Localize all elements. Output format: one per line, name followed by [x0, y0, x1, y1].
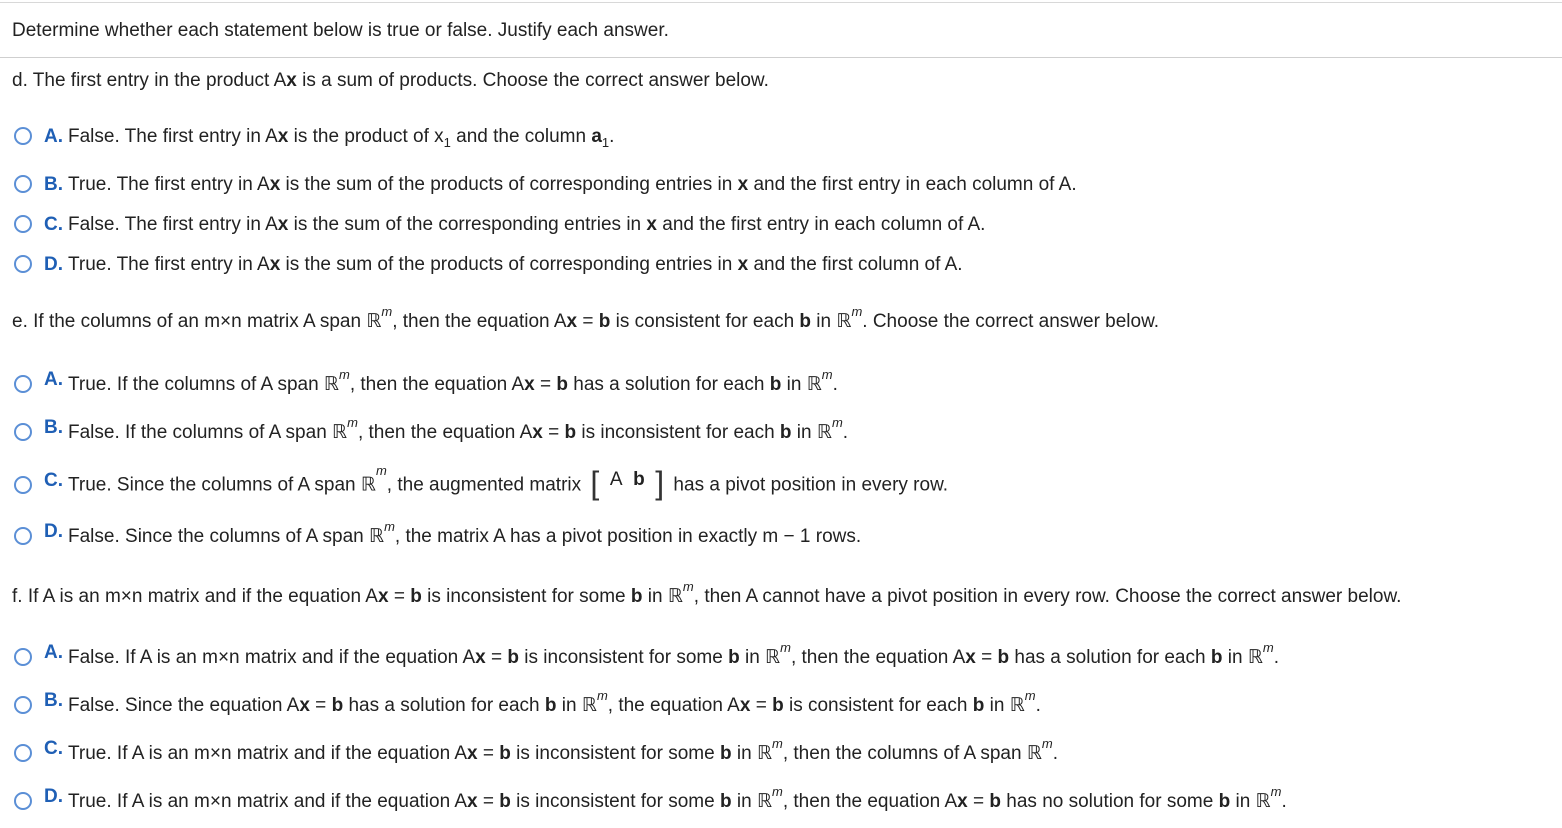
top-rule — [0, 2, 1562, 3]
option-d-d[interactable] — [14, 252, 963, 276]
option-letter: D. — [44, 254, 63, 275]
option-letter: D. — [44, 786, 63, 807]
option-text: False. Since the equation Ax = b has a solution for each b in ℝ$^m$, the equation Ax = b is consistent for each b in ℝ$^m$. — [68, 688, 1041, 716]
option-e-c[interactable] — [14, 463, 949, 501]
option-text: False. Since the columns of A span ℝ$^m$, the matrix A has a pivot position in exactly m − 1 rows. — [68, 519, 862, 547]
radio-button[interactable] — [14, 175, 32, 193]
radio-button[interactable] — [14, 476, 32, 494]
radio-button[interactable] — [14, 744, 32, 762]
option-letter: B. — [44, 417, 63, 438]
question-f: f. If A is an m×n matrix and if the equation Ax = b is inconsistent for some b in ℝ$^m$, then A cannot have a pivot position in every row. Choose the correct answer below. — [12, 579, 1402, 607]
option-letter: C. — [44, 738, 63, 759]
option-letter: A. — [44, 126, 63, 147]
option-e-a[interactable] — [14, 367, 838, 396]
option-text: True. If the columns of A span ℝ$^m$, then the equation Ax = b has a solution for each b in ℝ$^m$. — [68, 367, 838, 395]
radio-button[interactable] — [14, 215, 32, 233]
option-d-c[interactable] — [14, 212, 985, 236]
option-text: False. If A is an m×n matrix and if the equation Ax = b is inconsistent for some b in ℝ$^m$, then the equation Ax = b has a solution for each b in ℝ$^m$. — [68, 640, 1279, 668]
option-d-b[interactable] — [14, 172, 1077, 196]
option-text: False. If the columns of A span ℝ$^m$, then the equation Ax = b is inconsistent for each b in ℝ$^m$. — [68, 415, 849, 443]
radio-button[interactable] — [14, 696, 32, 714]
divider — [0, 57, 1562, 58]
question-d: d. The first entry in the product Ax is a sum of products. Choose the correct answer below. — [12, 70, 769, 91]
question-e: e. If the columns of an m×n matrix A span ℝ$^m$, then the equation Ax = b is consistent for each b in ℝ$^m$. Choose the correct answer below. — [12, 304, 1160, 332]
option-e-b[interactable] — [14, 415, 849, 444]
radio-button[interactable] — [14, 127, 32, 145]
radio-button[interactable] — [14, 527, 32, 545]
option-letter: C. — [44, 214, 63, 235]
option-letter: A. — [44, 369, 63, 390]
option-letter: D. — [44, 521, 63, 542]
option-text: True. The first entry in Ax is the sum of the products of corresponding entries in x and the first column of A. — [68, 254, 963, 275]
radio-button[interactable] — [14, 792, 32, 810]
option-text: False. The first entry in Ax is the sum of the corresponding entries in x and the first entry in each column of A. — [68, 214, 986, 235]
option-letter: C. — [44, 469, 63, 491]
option-f-c[interactable] — [14, 736, 1059, 765]
option-letter: B. — [44, 174, 63, 195]
option-d-a[interactable] — [14, 124, 614, 150]
option-letter: B. — [44, 690, 63, 711]
radio-button[interactable] — [14, 648, 32, 666]
option-text: True. If A is an m×n matrix and if the equation Ax = b is inconsistent for some b in ℝ$^m$, then the columns of A span ℝ$^m$. — [68, 736, 1059, 764]
option-text: True. Since the columns of A span ℝ$^m$, the augmented matrix [ A b ] has a pivot position in every row. — [68, 463, 949, 501]
option-f-d[interactable] — [14, 784, 1287, 813]
radio-button[interactable] — [14, 255, 32, 273]
option-f-a[interactable] — [14, 640, 1279, 669]
instruction-text: Determine whether each statement below is true or false. Justify each answer. — [12, 20, 669, 41]
option-letter: A. — [44, 642, 63, 663]
option-text: True. If A is an m×n matrix and if the equation Ax = b is inconsistent for some b in ℝ$^m$, then the equation Ax = b has no solution for some b in ℝ$^m$. — [68, 784, 1287, 812]
radio-button[interactable] — [14, 375, 32, 393]
augmented-matrix: [ A b ] — [590, 464, 665, 501]
option-e-d[interactable] — [14, 519, 862, 548]
radio-button[interactable] — [14, 423, 32, 441]
option-f-b[interactable] — [14, 688, 1041, 717]
option-text: False. The first entry in Ax is the product of $x_1$ and the column $a_1$. — [68, 126, 615, 150]
option-text: True. The first entry in Ax is the sum of the products of corresponding entries in x and the first entry in each column of A. — [68, 174, 1077, 195]
